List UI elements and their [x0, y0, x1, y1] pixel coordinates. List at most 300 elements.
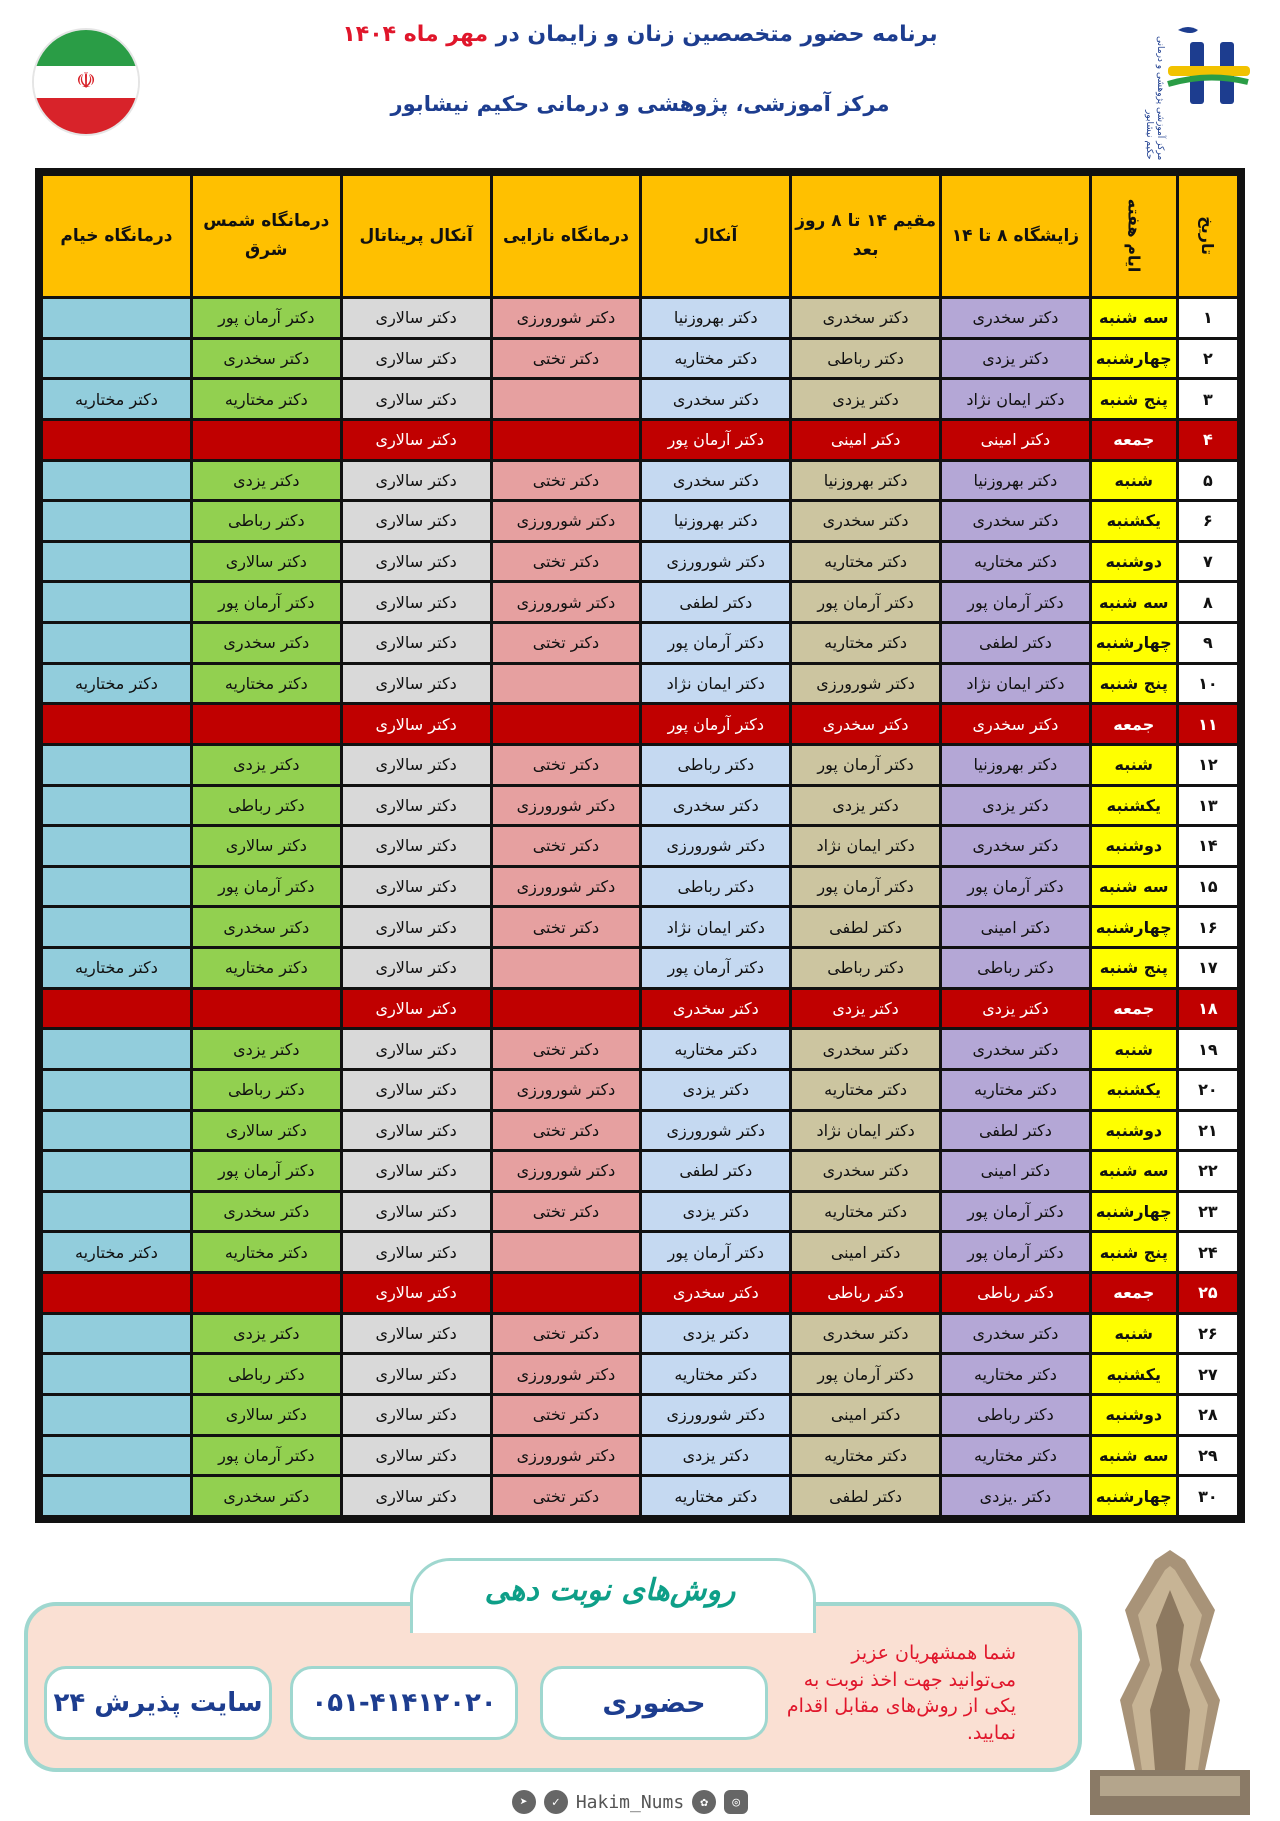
page-subtitle: مرکز آموزشی، پژوهشی و درمانی حکیم نیشابور — [390, 92, 890, 116]
ankal-cell: دکتر یزدی — [642, 1071, 789, 1109]
ankal-cell: دکتر بهروزنیا — [642, 502, 789, 540]
perinatal-cell: دکتر سالاری — [343, 1233, 490, 1271]
table-row — [43, 1355, 1237, 1393]
table-row — [43, 665, 1237, 703]
khayam-cell — [43, 1355, 190, 1393]
shams-cell: دکتر آرمان پور — [193, 299, 340, 337]
ankal-cell: دکتر رباطی — [642, 868, 789, 906]
perinatal-cell: دکتر سالاری — [343, 1355, 490, 1393]
header-ankal: آنکال — [642, 176, 789, 296]
online-booking-site[interactable]: سایت پذیرش ۲۴ — [44, 1666, 272, 1740]
table-row — [43, 502, 1237, 540]
table-row-friday — [43, 421, 1237, 459]
zayeshgah-cell: دکتر سخدری — [942, 827, 1089, 865]
header-shams: درمانگاه شمس شرق — [193, 176, 340, 296]
khayam-cell — [43, 502, 190, 540]
table-row — [43, 380, 1237, 418]
zayeshgah-cell: دکتر مختاریه — [942, 1355, 1089, 1393]
nazayi-cell: دکتر تختی — [493, 1477, 640, 1515]
table-row — [43, 583, 1237, 621]
khayam-cell — [43, 340, 190, 378]
ankal-cell: دکتر آرمان پور — [642, 421, 789, 459]
zayeshgah-cell: دکتر لطفی — [942, 1112, 1089, 1150]
ankal-cell: دکتر یزدی — [642, 1315, 789, 1353]
date-cell: ۷ — [1179, 543, 1237, 581]
shams-cell: دکتر رباطی — [193, 1355, 340, 1393]
perinatal-cell: دکتر سالاری — [343, 990, 490, 1028]
weekday-cell: یکشنبه — [1092, 787, 1176, 825]
ankal-cell: دکتر سخدری — [642, 787, 789, 825]
moqim-cell: دکتر یزدی — [792, 380, 939, 418]
nazayi-cell: دکتر شورورزی — [493, 1152, 640, 1190]
moqim-cell: دکتر امینی — [792, 1233, 939, 1271]
title-prefix: برنامه حضور متخصصین زنان و زایمان در — [495, 22, 938, 47]
zayeshgah-cell: دکتر رباطی — [942, 949, 1089, 987]
weekday-cell: سه شنبه — [1092, 868, 1176, 906]
zayeshgah-cell: دکتر سخدری — [942, 1315, 1089, 1353]
header-weekday: ایام هفته — [1092, 176, 1176, 296]
weekday-cell: جمعه — [1092, 421, 1176, 459]
table-row — [43, 1112, 1237, 1150]
nazayi-cell: دکتر شورورزی — [493, 502, 640, 540]
table-row — [43, 1071, 1237, 1109]
moqim-cell: دکتر یزدی — [792, 990, 939, 1028]
perinatal-cell: دکتر سالاری — [343, 1315, 490, 1353]
shams-cell: دکتر سخدری — [193, 1193, 340, 1231]
weekday-cell: سه شنبه — [1092, 1437, 1176, 1475]
date-cell: ۲۰ — [1179, 1071, 1237, 1109]
zayeshgah-cell: دکتر آرمان پور — [942, 583, 1089, 621]
perinatal-cell: دکتر سالاری — [343, 665, 490, 703]
nazayi-cell — [493, 1233, 640, 1271]
zayeshgah-cell: دکتر لطفی — [942, 624, 1089, 662]
date-cell: ۲۹ — [1179, 1437, 1237, 1475]
weekday-cell: دوشنبه — [1092, 1396, 1176, 1434]
shams-cell: دکتر سالاری — [193, 827, 340, 865]
date-cell: ۱۷ — [1179, 949, 1237, 987]
date-cell: ۲۵ — [1179, 1274, 1237, 1312]
table-row — [43, 1030, 1237, 1068]
date-cell: ۴ — [1179, 421, 1237, 459]
zayeshgah-cell: دکتر رباطی — [942, 1274, 1089, 1312]
telegram-icon[interactable]: ➤ — [512, 1790, 536, 1814]
zayeshgah-cell: دکتر سخدری — [942, 1030, 1089, 1068]
in-person-option[interactable]: حضوری — [540, 1666, 768, 1740]
shams-cell: دکتر رباطی — [193, 1071, 340, 1109]
khayam-cell — [43, 1071, 190, 1109]
table-row — [43, 787, 1237, 825]
shams-cell: دکتر سالاری — [193, 1112, 340, 1150]
table-row — [43, 1437, 1237, 1475]
moqim-cell: دکتر لطفی — [792, 908, 939, 946]
shams-cell: دکتر آرمان پور — [193, 583, 340, 621]
perinatal-cell: دکتر سالاری — [343, 1030, 490, 1068]
perinatal-cell: دکتر سالاری — [343, 1071, 490, 1109]
khayam-cell — [43, 1274, 190, 1312]
eitaa-icon[interactable]: ✓ — [544, 1790, 568, 1814]
zayeshgah-cell: دکتر امینی — [942, 421, 1089, 459]
nazayi-cell — [493, 705, 640, 743]
date-cell: ۲۷ — [1179, 1355, 1237, 1393]
shams-cell — [193, 421, 340, 459]
ankal-cell: دکتر سخدری — [642, 462, 789, 500]
khayam-cell — [43, 746, 190, 784]
nazayi-cell: دکتر تختی — [493, 543, 640, 581]
khayam-cell — [43, 1396, 190, 1434]
perinatal-cell: دکتر سالاری — [343, 746, 490, 784]
header-date: تاریخ — [1179, 176, 1237, 296]
nazayi-cell: دکتر شورورزی — [493, 787, 640, 825]
weekday-cell: پنج شنبه — [1092, 1233, 1176, 1271]
nazayi-cell — [493, 380, 640, 418]
zayeshgah-cell: دکتر امینی — [942, 908, 1089, 946]
table-row — [43, 1315, 1237, 1353]
perinatal-cell: دکتر سالاری — [343, 380, 490, 418]
khayam-cell — [43, 868, 190, 906]
perinatal-cell: دکتر سالاری — [343, 1396, 490, 1434]
date-cell: ۲۳ — [1179, 1193, 1237, 1231]
perinatal-cell: دکتر سالاری — [343, 949, 490, 987]
perinatal-cell: دکتر سالاری — [343, 1193, 490, 1231]
shams-cell: دکتر سخدری — [193, 908, 340, 946]
nazayi-cell — [493, 990, 640, 1028]
khayam-cell — [43, 1030, 190, 1068]
perinatal-cell: دکتر سالاری — [343, 827, 490, 865]
date-cell: ۱۰ — [1179, 665, 1237, 703]
nazayi-cell: دکتر تختی — [493, 624, 640, 662]
table-row — [43, 1152, 1237, 1190]
moqim-cell: دکتر سخدری — [792, 502, 939, 540]
zayeshgah-cell: دکتر یزدی — [942, 340, 1089, 378]
moqim-cell: دکتر رباطی — [792, 1274, 939, 1312]
shams-cell: دکتر سالاری — [193, 1396, 340, 1434]
nazayi-cell: دکتر تختی — [493, 1193, 640, 1231]
nazayi-cell: دکتر تختی — [493, 908, 640, 946]
date-cell: ۱۳ — [1179, 787, 1237, 825]
date-cell: ۵ — [1179, 462, 1237, 500]
weekday-cell: چهارشنبه — [1092, 624, 1176, 662]
moqim-cell: دکتر مختاریه — [792, 1193, 939, 1231]
zayeshgah-cell: دکتر امینی — [942, 1152, 1089, 1190]
header-perinatal: آنکال پریناتال — [343, 176, 490, 296]
shams-cell: دکتر آرمان پور — [193, 1437, 340, 1475]
booking-section — [0, 1540, 1280, 1821]
booking-intro-text: شما همشهریان عزیز می‌توانید جهت اخذ نوبت به یکی از روش‌های مقابل اقدام نمایید. — [786, 1642, 1016, 1744]
social-handle[interactable]: Hakim_Nums — [575, 1791, 685, 1813]
ankal-cell: دکتر مختاریه — [642, 1355, 789, 1393]
moqim-cell: دکتر لطفی — [792, 1477, 939, 1515]
shams-cell: دکتر یزدی — [193, 746, 340, 784]
weekday-cell: دوشنبه — [1092, 827, 1176, 865]
date-cell: ۲۱ — [1179, 1112, 1237, 1150]
khayam-cell — [43, 421, 190, 459]
ankal-cell: دکتر سخدری — [642, 990, 789, 1028]
zayeshgah-cell: دکتر یزدی — [942, 787, 1089, 825]
khayam-cell — [43, 990, 190, 1028]
weekday-cell: جمعه — [1092, 705, 1176, 743]
khayam-cell — [43, 1437, 190, 1475]
weekday-cell: چهارشنبه — [1092, 908, 1176, 946]
date-cell: ۲ — [1179, 340, 1237, 378]
perinatal-cell: دکتر سالاری — [343, 868, 490, 906]
weekday-cell: دوشنبه — [1092, 1112, 1176, 1150]
title-month: مهر ماه ۱۴۰۴ — [342, 22, 489, 47]
zayeshgah-cell: دکتر بهروزنیا — [942, 746, 1089, 784]
table-header-row — [43, 176, 1237, 296]
weekday-cell: یکشنبه — [1092, 502, 1176, 540]
ankal-cell: دکتر ایمان نژاد — [642, 665, 789, 703]
zayeshgah-cell: دکتر ایمان نژاد — [942, 380, 1089, 418]
perinatal-cell: دکتر سالاری — [343, 705, 490, 743]
moqim-cell: دکتر امینی — [792, 1396, 939, 1434]
ankal-cell: دکتر شورورزی — [642, 543, 789, 581]
ankal-cell: دکتر یزدی — [642, 1437, 789, 1475]
shams-cell: دکتر مختاریه — [193, 949, 340, 987]
ankal-cell: دکتر بهروزنیا — [642, 299, 789, 337]
iran-flag-icon: ☫ — [32, 28, 140, 136]
khayam-cell — [43, 624, 190, 662]
ankal-cell: دکتر آرمان پور — [642, 705, 789, 743]
schedule-table — [40, 173, 1240, 1518]
weekday-cell: سه شنبه — [1092, 583, 1176, 621]
shams-cell: دکتر سخدری — [193, 340, 340, 378]
khayyam-monument-icon — [1080, 1540, 1255, 1821]
khayam-cell: دکتر مختاریه — [43, 380, 190, 418]
moqim-cell: دکتر یزدی — [792, 787, 939, 825]
khayam-cell: دکتر مختاریه — [43, 1233, 190, 1271]
table-row — [43, 624, 1237, 662]
khayam-cell — [43, 908, 190, 946]
perinatal-cell: دکتر سالاری — [343, 908, 490, 946]
header-khayam: درمانگاه خیام — [43, 176, 190, 296]
logo-caption: مرکز آموزشی پژوهشی و درمانی حکیم نیشابور — [1144, 35, 1165, 160]
khayam-cell — [43, 299, 190, 337]
perinatal-cell: دکتر سالاری — [343, 1477, 490, 1515]
shams-cell — [193, 1274, 340, 1312]
date-cell: ۱۹ — [1179, 1030, 1237, 1068]
table-row — [43, 543, 1237, 581]
perinatal-cell: دکتر سالاری — [343, 543, 490, 581]
nazayi-cell: دکتر تختی — [493, 1112, 640, 1150]
khayam-cell — [43, 543, 190, 581]
khayam-cell — [43, 1477, 190, 1515]
header-nazayi: درمانگاه نازایی — [493, 176, 640, 296]
shams-cell: دکتر مختاریه — [193, 380, 340, 418]
ankal-cell: دکتر آرمان پور — [642, 1233, 789, 1271]
moqim-cell: دکتر مختاریه — [792, 543, 939, 581]
table-row-friday — [43, 705, 1237, 743]
perinatal-cell: دکتر سالاری — [343, 583, 490, 621]
weekday-cell: شنبه — [1092, 1030, 1176, 1068]
shams-cell: دکتر مختاریه — [193, 1233, 340, 1271]
ankal-cell: دکتر مختاریه — [642, 1030, 789, 1068]
khayam-cell — [43, 705, 190, 743]
moqim-cell: دکتر سخدری — [792, 1315, 939, 1353]
nazayi-cell — [493, 949, 640, 987]
nazayi-cell: دکتر شورورزی — [493, 1437, 640, 1475]
date-cell: ۱۴ — [1179, 827, 1237, 865]
moqim-cell: دکتر مختاریه — [792, 1071, 939, 1109]
table-row — [43, 1193, 1237, 1231]
ankal-cell: دکتر مختاریه — [642, 340, 789, 378]
perinatal-cell: دکتر سالاری — [343, 299, 490, 337]
ankal-cell: دکتر مختاریه — [642, 1477, 789, 1515]
instagram-icon[interactable]: ◎ — [724, 1790, 748, 1814]
ankal-cell: دکتر رباطی — [642, 746, 789, 784]
ankal-cell: دکتر شورورزی — [642, 1112, 789, 1150]
header-moqim: مقیم ۱۴ تا ۸ روز بعد — [792, 176, 939, 296]
date-cell: ۲۶ — [1179, 1315, 1237, 1353]
nazayi-cell: دکتر شورورزی — [493, 1355, 640, 1393]
table-row — [43, 868, 1237, 906]
zayeshgah-cell: دکتر سخدری — [942, 502, 1089, 540]
date-cell: ۶ — [1179, 502, 1237, 540]
nazayi-cell: دکتر تختی — [493, 746, 640, 784]
ankal-cell: دکتر سخدری — [642, 380, 789, 418]
zayeshgah-cell: دکتر مختاریه — [942, 1071, 1089, 1109]
moqim-cell: دکتر آرمان پور — [792, 583, 939, 621]
nazayi-cell: دکتر تختی — [493, 827, 640, 865]
khayam-cell — [43, 1193, 190, 1231]
moqim-cell: دکتر آرمان پور — [792, 1355, 939, 1393]
page-title — [300, 22, 980, 47]
table-row — [43, 1233, 1237, 1271]
moqim-cell: دکتر سخدری — [792, 1030, 939, 1068]
weekday-cell: چهارشنبه — [1092, 1193, 1176, 1231]
phone-number[interactable]: ۰۵۱-۴۱۴۱۲۰۲۰ — [290, 1666, 518, 1740]
table-row — [43, 1477, 1237, 1515]
date-cell: ۸ — [1179, 583, 1237, 621]
table-row — [43, 340, 1237, 378]
weekday-cell: پنج شنبه — [1092, 380, 1176, 418]
date-cell: ۹ — [1179, 624, 1237, 662]
perinatal-cell: دکتر سالاری — [343, 462, 490, 500]
zayeshgah-cell: دکتر مختاریه — [942, 1437, 1089, 1475]
nazayi-cell — [493, 665, 640, 703]
perinatal-cell: دکتر سالاری — [343, 624, 490, 662]
moqim-cell: دکتر مختاریه — [792, 624, 939, 662]
table-row — [43, 1396, 1237, 1434]
date-cell: ۲۴ — [1179, 1233, 1237, 1271]
shams-cell — [193, 990, 340, 1028]
ankal-cell: دکتر لطفی — [642, 583, 789, 621]
nazayi-cell: دکتر شورورزی — [493, 583, 640, 621]
perinatal-cell: دکتر سالاری — [343, 1112, 490, 1150]
nazayi-cell: دکتر شورورزی — [493, 868, 640, 906]
weekday-cell: سه شنبه — [1092, 1152, 1176, 1190]
shams-cell: دکتر یزدی — [193, 1030, 340, 1068]
weekday-cell: پنج شنبه — [1092, 949, 1176, 987]
table-row — [43, 949, 1237, 987]
ankal-cell: دکتر یزدی — [642, 1193, 789, 1231]
nazayi-cell: دکتر تختی — [493, 1315, 640, 1353]
weekday-cell: پنج شنبه — [1092, 665, 1176, 703]
zayeshgah-cell: دکتر .یزدی — [942, 1477, 1089, 1515]
shams-cell: دکتر آرمان پور — [193, 1152, 340, 1190]
khayam-cell — [43, 1152, 190, 1190]
weekday-cell: جمعه — [1092, 1274, 1176, 1312]
nazayi-cell: دکتر تختی — [493, 1396, 640, 1434]
shams-cell: دکتر رباطی — [193, 787, 340, 825]
khayam-cell: دکتر مختاریه — [43, 665, 190, 703]
zayeshgah-cell: دکتر بهروزنیا — [942, 462, 1089, 500]
date-cell: ۳ — [1179, 380, 1237, 418]
khayam-cell — [43, 827, 190, 865]
moqim-cell: دکتر امینی — [792, 421, 939, 459]
perinatal-cell: دکتر سالاری — [343, 787, 490, 825]
moqim-cell: دکتر آرمان پور — [792, 746, 939, 784]
ankal-cell: دکتر آرمان پور — [642, 949, 789, 987]
khayam-cell: دکتر مختاریه — [43, 949, 190, 987]
weekday-cell: شنبه — [1092, 462, 1176, 500]
methods-title: روش‌های نوبت دهی — [484, 1573, 736, 1608]
moqim-cell: دکتر بهروزنیا — [792, 462, 939, 500]
moqim-cell: دکتر رباطی — [792, 949, 939, 987]
shams-cell: دکتر سخدری — [193, 624, 340, 662]
shams-cell: دکتر رباطی — [193, 502, 340, 540]
date-cell: ۳۰ — [1179, 1477, 1237, 1515]
perinatal-cell: دکتر سالاری — [343, 421, 490, 459]
ankal-cell: دکتر لطفی — [642, 1152, 789, 1190]
date-cell: ۱۵ — [1179, 868, 1237, 906]
date-cell: ۲۲ — [1179, 1152, 1237, 1190]
zayeshgah-cell: دکتر سخدری — [942, 705, 1089, 743]
date-cell: ۱۸ — [1179, 990, 1237, 1028]
shams-cell — [193, 705, 340, 743]
weekday-cell: سه شنبه — [1092, 299, 1176, 337]
table-row — [43, 827, 1237, 865]
weekday-cell: یکشنبه — [1092, 1355, 1176, 1393]
ankal-cell: دکتر آرمان پور — [642, 624, 789, 662]
ankal-cell: دکتر شورورزی — [642, 827, 789, 865]
table-row — [43, 746, 1237, 784]
ankal-cell: دکتر سخدری — [642, 1274, 789, 1312]
date-cell: ۱۱ — [1179, 705, 1237, 743]
aparat-icon[interactable]: ✿ — [692, 1790, 716, 1814]
shams-cell: دکتر سالاری — [193, 543, 340, 581]
table-row-friday — [43, 990, 1237, 1028]
khayam-cell — [43, 462, 190, 500]
nazayi-cell: دکتر شورورزی — [493, 299, 640, 337]
schedule-body — [43, 299, 1237, 1515]
moqim-cell: دکتر سخدری — [792, 705, 939, 743]
weekday-cell: شنبه — [1092, 1315, 1176, 1353]
zayeshgah-cell: دکتر مختاریه — [942, 543, 1089, 581]
perinatal-cell: دکتر سالاری — [343, 502, 490, 540]
shams-cell: دکتر یزدی — [193, 462, 340, 500]
ankal-cell: دکتر ایمان نژاد — [642, 908, 789, 946]
nazayi-cell: دکتر تختی — [493, 1030, 640, 1068]
header-zayeshgah: زایشگاه ۸ تا ۱۴ — [942, 176, 1089, 296]
weekday-cell: چهارشنبه — [1092, 1477, 1176, 1515]
khayam-cell — [43, 787, 190, 825]
weekday-cell: شنبه — [1092, 746, 1176, 784]
date-cell: ۱ — [1179, 299, 1237, 337]
moqim-cell: دکتر شورورزی — [792, 665, 939, 703]
zayeshgah-cell: دکتر رباطی — [942, 1396, 1089, 1434]
zayeshgah-cell: دکتر یزدی — [942, 990, 1089, 1028]
social-bar — [480, 1784, 780, 1820]
table-row — [43, 462, 1237, 500]
moqim-cell: دکتر آرمان پور — [792, 868, 939, 906]
khayam-cell — [43, 583, 190, 621]
perinatal-cell: دکتر سالاری — [343, 1437, 490, 1475]
ankal-cell: دکتر شورورزی — [642, 1396, 789, 1434]
weekday-cell: چهارشنبه — [1092, 340, 1176, 378]
date-cell: ۱۶ — [1179, 908, 1237, 946]
table-row — [43, 299, 1237, 337]
khayam-cell — [43, 1112, 190, 1150]
